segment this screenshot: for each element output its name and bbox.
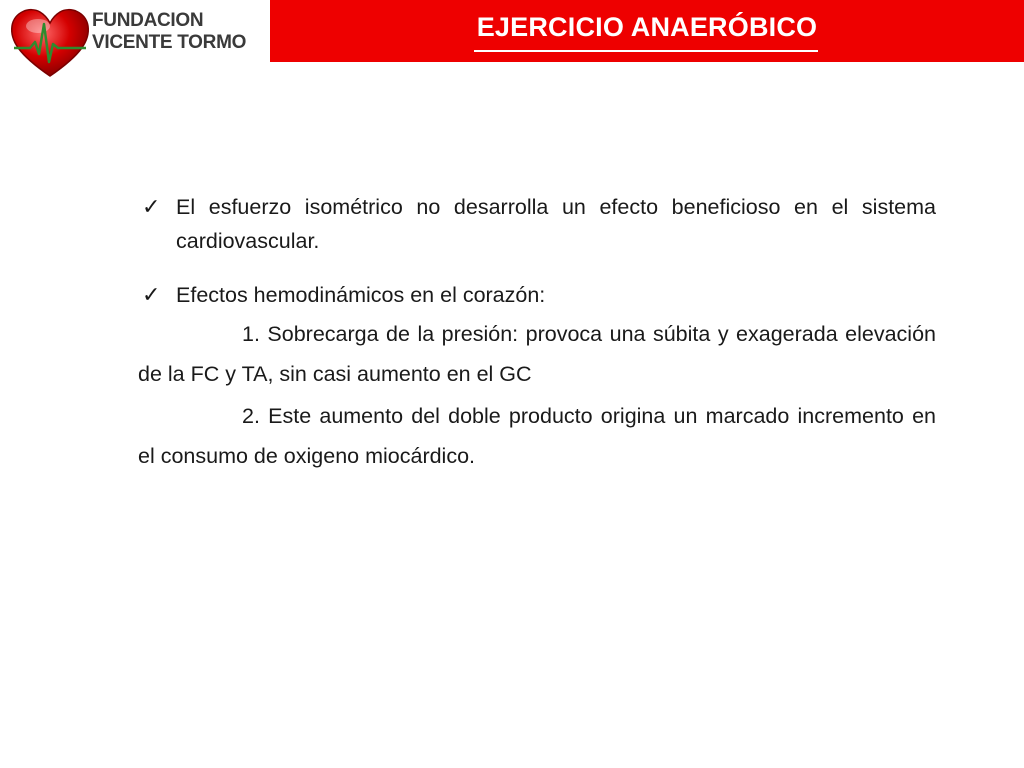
heart-ecg-logo-icon — [8, 4, 92, 80]
checkmark-icon: ✓ — [142, 194, 161, 219]
logo-line-1: FUNDACION — [92, 10, 204, 31]
bullet-item-2 — [138, 278, 936, 312]
slide-content — [138, 190, 936, 476]
checkmark-icon: ✓ — [142, 282, 161, 307]
point-2: 2. Este aumento del doble producto origina un marcado incremento en el consumo de oxigeno miocárdico. — [138, 404, 936, 468]
title-bar — [270, 0, 1024, 62]
logo — [8, 4, 248, 80]
bullet-item-1 — [138, 190, 936, 258]
bullet-text-1: El esfuerzo isométrico no desarrolla un efecto beneficioso en el sistema cardiovascular. — [176, 195, 936, 253]
point-1: 1. Sobrecarga de la presión: provoca una súbita y exagerada elevación de la FC y TA, sin casi aumento en el GC — [138, 322, 936, 386]
title-underline — [474, 50, 818, 52]
page-title: EJERCICIO ANAERÓBICO — [476, 12, 818, 42]
logo-line-2: VICENTE TORMO — [92, 32, 247, 53]
bullet-text-2: Efectos hemodinámicos en el corazón: — [176, 283, 546, 307]
logo-text — [92, 10, 246, 54]
